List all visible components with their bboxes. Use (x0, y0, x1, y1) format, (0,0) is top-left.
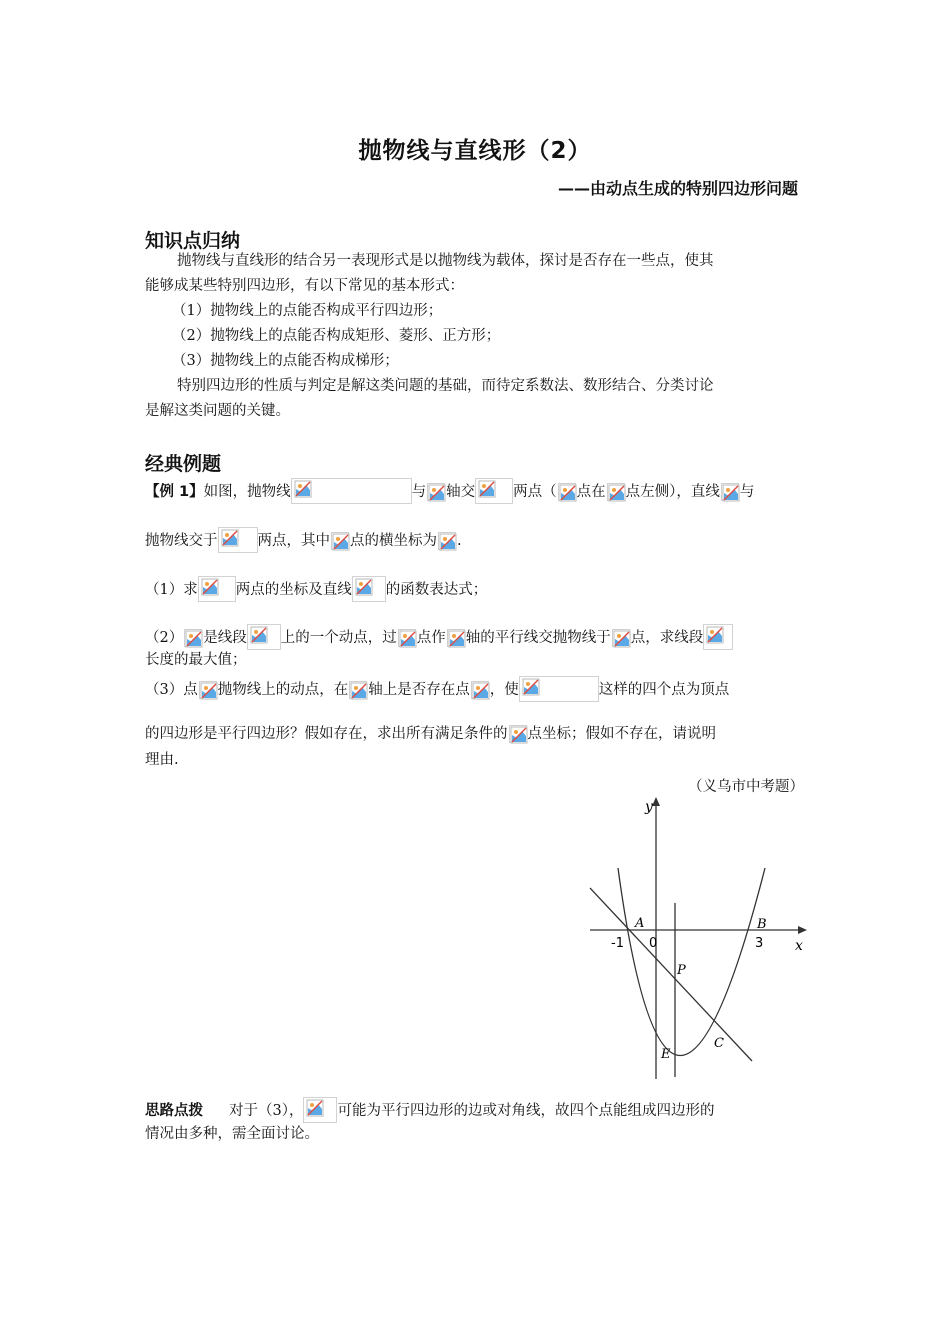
page-title: 抛物线与直线形（2） (358, 138, 592, 164)
question-3-line1: （3）点 抛物线上的动点，在 轴上是否存在点 ，使 这样的四个点为顶点 (145, 676, 729, 702)
broken-image-icon (558, 483, 576, 501)
formula-image-wide (352, 576, 386, 602)
paragraph-intro-line2: 能够成某些特别四边形，有以下常见的基本形式： (145, 278, 464, 294)
example-line-2: 抛物线交于 两点，其中 点的横坐标为 . (145, 527, 462, 553)
formula-image-wide (303, 1097, 337, 1123)
broken-image-icon (349, 681, 367, 699)
list-item-2: （2）抛物线上的点能否构成矩形、菱形、正方形； (172, 328, 501, 344)
formula-image-wide (247, 624, 281, 650)
broken-image-icon (199, 681, 217, 699)
line-ac (590, 888, 752, 1061)
section-heading-examples: 经典例题 (145, 453, 222, 475)
paragraph-key-line1: 特别四边形的性质与判定是解这类问题的基础，而待定系数法、数形结合、分类讨论 (177, 378, 714, 394)
question-2-line1: （2） 是线段 上的一个动点，过 点作 轴的平行线交抛物线于 点，求线段 (145, 624, 733, 650)
point-e-label: E (661, 1047, 671, 1062)
section-heading-knowledge: 知识点归纳 (145, 230, 241, 252)
broken-image-icon (509, 725, 527, 743)
broken-image-icon (478, 480, 496, 498)
hint-line1: 思路点拨 对于（3）， 可能为平行四边形的边或对角线，故四个点能组成四边形的 (145, 1097, 714, 1123)
example-label: 【例 1】 (145, 484, 204, 500)
broken-image-icon (398, 629, 416, 647)
y-axis-arrow (652, 797, 660, 806)
broken-image-icon (607, 483, 625, 501)
source-note: （义乌市中考题） (688, 779, 804, 795)
list-item-3: （3）抛物线上的点能否构成梯形； (172, 353, 399, 369)
x-axis-label: x (795, 938, 803, 954)
tick-neg1: -1 (611, 936, 624, 951)
y-axis-label: y (645, 799, 653, 815)
broken-image-icon (447, 629, 465, 647)
hint-label: 思路点拨 (145, 1103, 203, 1119)
broken-image-icon (612, 629, 630, 647)
broken-image-icon (471, 681, 489, 699)
paragraph-intro-line1: 抛物线与直线形的结合另一表现形式是以抛物线为载体，探讨是否存在一些点，使其 (177, 253, 714, 269)
question-3-line2: 的四边形是平行四边形？假如存在，求出所有满足条件的 点坐标；假如不存在，请说明 (145, 726, 716, 742)
parabola-curve (618, 868, 765, 1056)
hint-line2: 情况由多种，需全面讨论。 (145, 1126, 319, 1142)
page-subtitle: ——由动点生成的特别四边形问题 (557, 179, 798, 198)
broken-image-icon (294, 480, 312, 498)
point-p-label: P (677, 963, 686, 978)
list-item-1: （1）抛物线上的点能否构成平行四边形； (172, 303, 443, 319)
question-3-line3: 理由. (145, 752, 179, 768)
broken-image-icon (306, 1099, 324, 1117)
point-c-label: C (714, 1036, 724, 1051)
tick-zero: 0 (649, 936, 658, 951)
point-b-label: B (757, 917, 767, 932)
broken-image-icon (721, 483, 739, 501)
parabola-figure (587, 793, 812, 1083)
broken-image-icon (250, 626, 268, 644)
example-line-1: 【例 1】如图，抛物线 与 轴交 两点（ 点在 点左侧），直线 与 (145, 478, 754, 504)
formula-image-wide (218, 527, 258, 553)
x-axis-arrow (798, 926, 807, 934)
formula-image-wide (291, 478, 412, 504)
tick-three: 3 (755, 936, 764, 951)
question-1: （1）求 两点的坐标及直线 的函数表达式； (145, 576, 487, 602)
question-2-line2: 长度的最大值； (145, 652, 247, 668)
formula-image-wide (519, 676, 599, 702)
broken-image-icon (201, 578, 219, 596)
broken-image-icon (221, 529, 239, 547)
paragraph-key-line2: 是解这类问题的关键。 (145, 403, 290, 419)
broken-image-icon (427, 483, 445, 501)
broken-image-icon (355, 578, 373, 596)
broken-image-icon (522, 678, 540, 696)
broken-image-icon (438, 532, 456, 550)
formula-image-wide (198, 576, 236, 602)
broken-image-icon (331, 532, 349, 550)
formula-image-wide (703, 624, 733, 650)
broken-image-icon (184, 629, 202, 647)
point-a-label: A (635, 916, 645, 931)
formula-image-wide (475, 478, 513, 504)
broken-image-icon (706, 626, 724, 644)
